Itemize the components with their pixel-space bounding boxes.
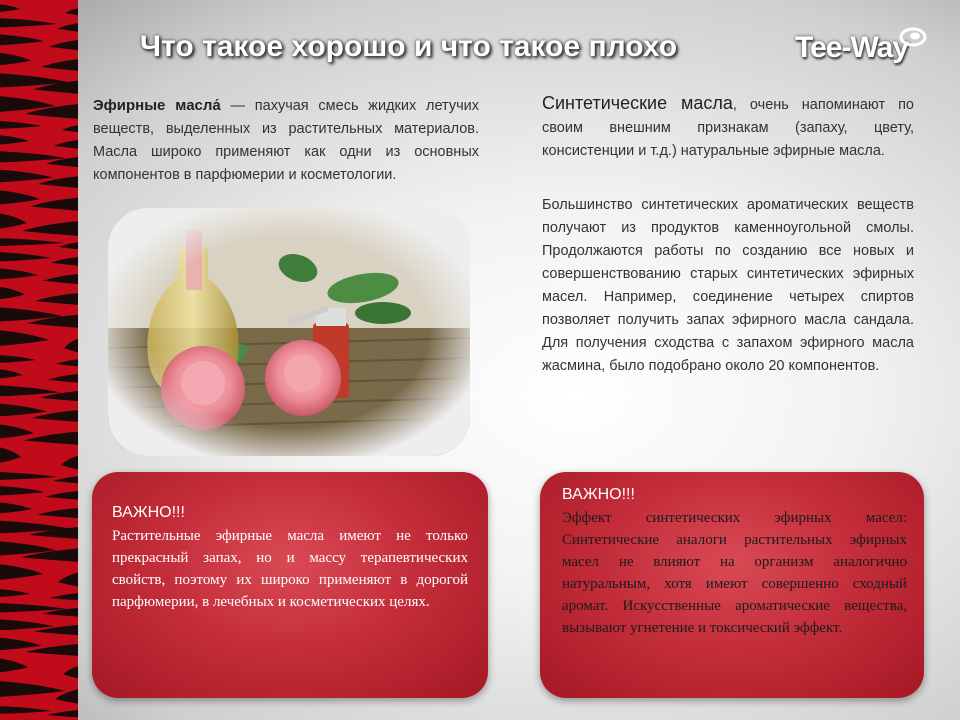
zebra-stripe	[0, 190, 40, 204]
zebra-stripe	[43, 274, 78, 285]
zebra-stripe	[51, 257, 78, 266]
zebra-stripe	[41, 59, 78, 71]
zebra-stripe	[63, 665, 78, 679]
zebra-stripe	[0, 287, 25, 300]
zebra-stripe	[45, 491, 78, 500]
zebra-stripe	[48, 374, 78, 383]
important-box-text: Растительные эфирные масла имеют не только прекрасный запах, но и массу терапевтических свойств, поэтому их широко применяют в дорогой парфюмерии, в лечебных и косметических целях.	[112, 528, 468, 610]
zebra-stripe	[0, 502, 32, 513]
zebra-stripe	[47, 710, 78, 718]
zebra-stripe	[0, 424, 34, 438]
logo-text: Tee-Way	[795, 31, 909, 64]
zebra-stripe	[53, 476, 78, 484]
zebra-stripe	[0, 638, 41, 651]
zebra-stripe	[0, 681, 65, 697]
zebra-stripe-border	[0, 0, 78, 720]
essential-oils-description	[93, 94, 479, 187]
zebra-stripe	[65, 8, 78, 16]
zebra-stripe	[0, 564, 43, 580]
zebra-stripe	[0, 330, 49, 346]
tee-way-logo-swirl-icon	[899, 27, 927, 47]
zebra-stripe	[0, 472, 58, 480]
zebra-stripe	[22, 221, 78, 236]
zebra-stripe	[0, 447, 21, 463]
zebra-stripe	[0, 34, 44, 45]
zebra-stripe	[0, 658, 28, 672]
zebra-stripe	[56, 359, 78, 367]
oil-bottles-roses-photo	[108, 208, 470, 456]
zebra-stripe	[0, 135, 29, 145]
zebra-stripe	[0, 213, 27, 229]
photo-illustration	[108, 208, 470, 456]
zebra-stripe	[0, 238, 64, 246]
zebra-stripe	[0, 18, 57, 28]
zebra-stripe	[50, 593, 78, 601]
zebra-stripe	[58, 572, 78, 587]
zebra-stripe	[0, 170, 53, 183]
zebra-stripe	[0, 53, 31, 66]
zebra-stripe	[49, 40, 78, 51]
zebra-stripe	[0, 121, 42, 129]
zebra-stripe	[37, 508, 78, 519]
zebra-stripe	[64, 338, 78, 353]
tee-way-logo	[795, 27, 935, 77]
synthetic-oils-description	[542, 92, 914, 163]
zebra-stripe	[0, 404, 47, 417]
essential-oils-text: — пахучая смесь жидких летучих веществ, выделенных из растительных материалов. Масла широко применяют как одни из основных компонентов в парфюмерии и косметологии.	[93, 98, 479, 183]
zebra-stripe	[0, 268, 38, 279]
zebra-stripe	[61, 455, 78, 470]
zebra-stripe	[0, 151, 66, 162]
important-box-title: ВАЖНО!!!	[112, 504, 185, 521]
synthetic-oils-term: Синтетические масла	[542, 93, 733, 113]
zebra-stripe	[0, 589, 30, 597]
zebra-stripe	[0, 252, 51, 262]
synthetic-oils-text: , очень напоминают по своим внешним признакам (запаху, цвету, консистенции и т.д.) натуральные эфирные масла.	[542, 97, 914, 159]
zebra-stripe	[62, 125, 78, 133]
synthetic-oils-body: Большинство синтетических ароматических веществ получают из продуктов каменноугольной смолы. Продолжаются работы по созданию все новых и совершенствованию старых синтетических эфирных масел. Например, соединение четырех спиртов позволяет получить запах эфирного масла сандала. Для получения сходства с запахом эфирного масла жасмина, было подобрано около 20 компонентов.	[542, 197, 914, 374]
important-box-natural	[92, 472, 488, 698]
essential-oils-term: Эфирные масла́	[93, 97, 221, 114]
zebra-stripe	[35, 293, 78, 305]
zebra-stripe	[0, 706, 52, 714]
zebra-stripe	[0, 355, 36, 363]
zebra-stripe	[0, 619, 54, 630]
important-box-synthetic	[540, 472, 924, 698]
zebra-stripe	[0, 4, 20, 12]
zebra-stripe	[0, 369, 23, 379]
slide-title: Что такое хорошо и что такое плохо	[140, 30, 678, 63]
zebra-stripe	[57, 23, 78, 32]
important-box-text: Эффект синтетических эфирных масел: Синтетические аналоги растительных эфирных масел не влияют на организм аналогично натуральным, хотя имеют совершенно сходный аромат. Искусственные ароматические вещества, вызывают угнетение и токсический эффект.	[562, 510, 907, 636]
important-box-title: ВАЖНО!!!	[562, 486, 635, 503]
zebra-stripe	[0, 486, 45, 496]
zebra-stripe	[0, 385, 60, 396]
zebra-stripe	[54, 140, 78, 149]
